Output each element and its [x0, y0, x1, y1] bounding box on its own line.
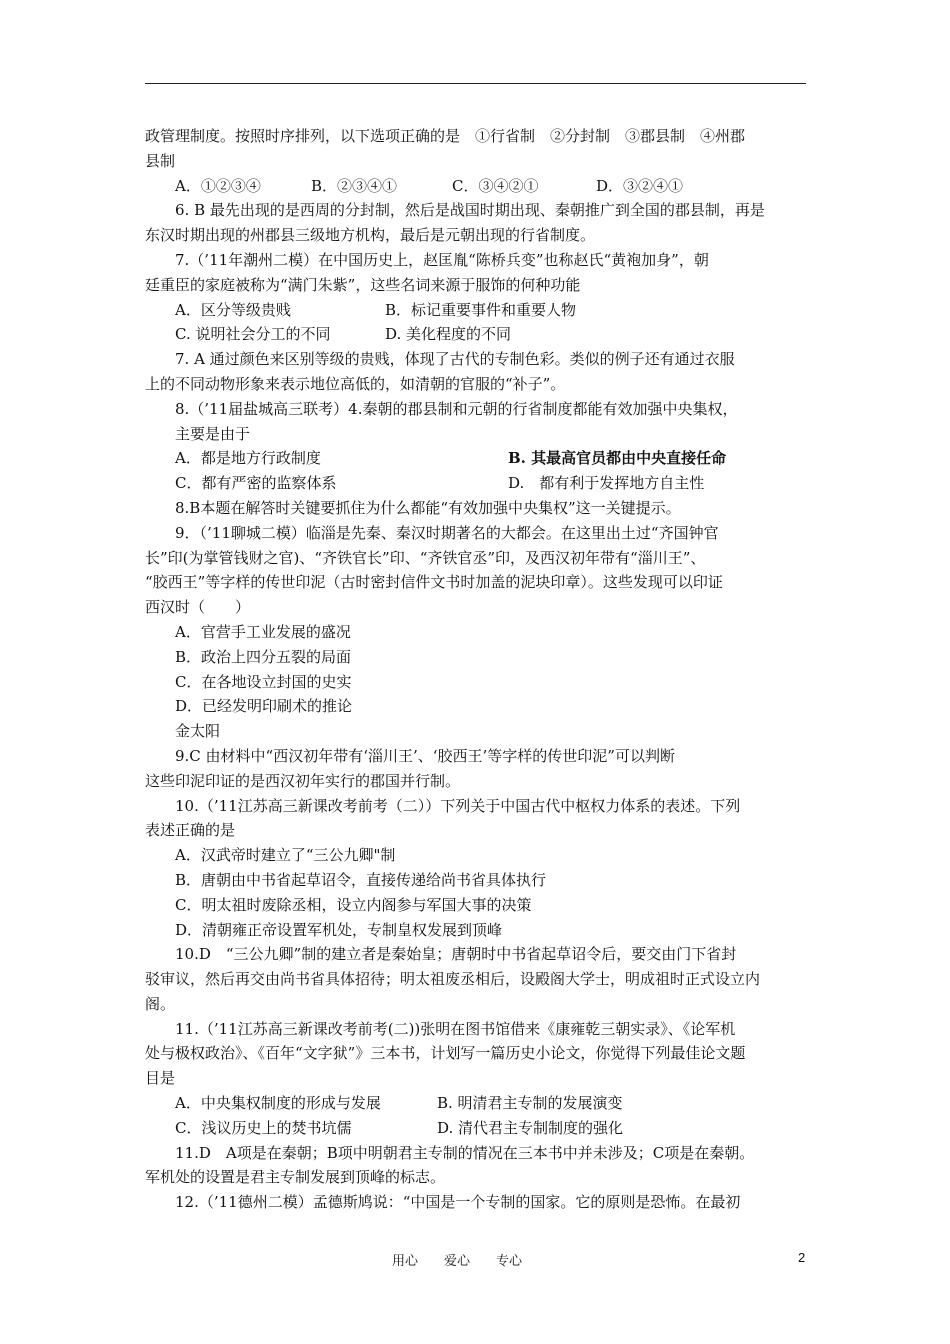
watermark-text: 金太阳 [175, 722, 221, 741]
text-line: 长”印(为掌管钱财之官)、“齐铁官长”印、“齐铁官丞”印，及西汉初年带有“淄川王”、 [145, 548, 706, 567]
q5-options [145, 174, 807, 199]
q8-options-row1 [145, 446, 807, 471]
question-line: 8.（’11届盐城高三联考）4.秦朝的郡县制和元朝的行省制度都能有效加强中央集权， [175, 399, 738, 418]
text-line: 这些印泥印证的是西汉初年实行的郡国并行制。 [145, 771, 461, 790]
q11-options-row2 [145, 1116, 807, 1141]
answer-line: 10.D “三公九卿”制的建立者是秦始皇；唐朝时中书省起草诏令后，要交由门下省封 [175, 945, 737, 964]
text-line: 处与极权政治》、《百年“文字狱”》三本书，计划写一篇历史小论文，你觉得下列最佳论文题 [145, 1044, 746, 1063]
option-b: B. 其最高官员都由中央直接任命 [508, 449, 727, 468]
text-line: 军机处的设置是君主专制发展到顶峰的标志。 [145, 1168, 446, 1187]
option-line: B．唐朝由中书省起草诏令，直接传递给尚书省具体执行 [175, 870, 547, 889]
page-number: 2 [798, 1250, 806, 1265]
q7-options-row2 [145, 322, 807, 347]
question-line: 7.（’11年潮州二模）在中国历史上，赵匡胤“陈桥兵变”也称赵氏“黄袍加身”，朝 [175, 250, 709, 269]
answer-line: 9.C 由材料中“西汉初年带有‘淄川王’、‘胶西王’等字样的传世印泥”可以判断 [175, 746, 675, 765]
text-line: 政管理制度。按照时序排列，以下选项正确的是 ①行省制 ②分封制 ③郡县制 ④州郡 [145, 127, 746, 145]
text-line: 上的不同动物形象来表示地位高低的，如清朝的官服的“补子”。 [145, 374, 566, 393]
option-line: B．政治上四分五裂的局面 [175, 647, 352, 666]
option-b: B．标记重要事件和重要人物 [385, 300, 577, 319]
answer-line: 8.B本题在解答时关键要抓住为什么都能“有效加强中央集权”这一关键提示。 [175, 498, 681, 517]
text-line: 县制 [145, 151, 176, 170]
page-content [145, 124, 807, 1215]
option-line: D．清朝雍正帝设置军机处，专制皇权发展到顶峰 [175, 920, 503, 939]
option-line: D．已经发明印刷术的推论 [175, 697, 353, 716]
option-c: C．都有严密的监察体系 [175, 474, 337, 493]
text-line: 表述正确的是 [145, 821, 236, 840]
header-rule [145, 83, 806, 84]
option-c: C．③④②① [452, 176, 539, 195]
option-d: D. 美化程度的不同 [385, 325, 512, 344]
text-line: 目是 [145, 1069, 176, 1088]
answer-line: 7. A 通过颜色来区别等级的贵贱，体现了古代的专制色彩。类似的例子还有通过衣服 [175, 350, 735, 369]
text-line: “胶西王”等字样的传世印泥（古时密封信件文书时加盖的泥块印章）。这些发现可以印证 [145, 573, 723, 592]
answer-line: 11.D A项是在秦朝；B项中明朝君主专制的情况在三本书中并未涉及；C项是在秦朝。 [175, 1143, 755, 1162]
option-d: D. 清代君主专制制度的强化 [437, 1118, 624, 1137]
text-line: 西汉时（ ） [145, 598, 251, 617]
answer-line: 6. B 最先出现的是西周的分封制，然后是战国时期出现、秦朝推广到全国的郡县制，再是 [175, 201, 765, 220]
text-line: 驳审议，然后再交由尚书省具体招待；明太祖废丞相后，设殿阁大学士，明成祖时正式设立内 [145, 970, 761, 989]
option-c: C．浅议历史上的焚书坑儒 [175, 1118, 352, 1137]
question-line: 9．（’11聊城二模）临淄是先秦、秦汉时期著名的大都会。在这里出土过“齐国钟官 [175, 523, 719, 542]
option-b: B. 明清君主专制的发展演变 [437, 1094, 623, 1113]
question-line: 12.（’11德州二模）孟德斯鸠说：“中国是一个专制的国家。它的原则是恐怖。在最初 [175, 1193, 741, 1212]
question-line: 10.（’11江苏高三新课改考前考（二））下列关于中国古代中枢权力体系的表述。下列 [175, 796, 741, 815]
q11-options-row1 [145, 1091, 807, 1116]
q8-options-row2 [145, 471, 807, 496]
q7-options-row1 [145, 298, 807, 323]
option-a: A．①②③④ [175, 176, 261, 195]
option-a: A．都是地方行政制度 [175, 449, 321, 468]
option-b: B．②③④① [311, 176, 398, 195]
option-d: D. 都有利于发挥地方自主性 [508, 474, 705, 493]
text-line: 东汉时期出现的州郡县三级地方机构，最后是元朝出现的行省制度。 [145, 226, 596, 245]
option-line: A．汉武帝时建立了“三公九卿"制 [175, 846, 396, 865]
text-line: 阁。 [145, 994, 176, 1013]
question-line: 11.（’11江苏高三新课改考前考(二))张明在图书馆借来《康雍乾三朝实录》、《论军机 [175, 1019, 736, 1038]
text-line: 主要是由于 [175, 424, 251, 443]
option-c: C. 说明社会分工的不同 [175, 325, 331, 344]
footer-motto: 用心 爱心 专心 [392, 1254, 523, 1269]
text-line: 廷重臣的家庭被称为“满门朱紫”，这些名词来源于服饰的何种功能 [145, 275, 581, 294]
option-line: C．明太祖时废除丞相，设立内阁参与军国大事的决策 [175, 895, 532, 914]
option-a: A．中央集权制度的形成与发展 [175, 1094, 381, 1113]
option-a: A．区分等级贵贱 [175, 300, 291, 319]
option-line: C．在各地设立封国的史实 [175, 672, 352, 691]
option-line: A．官营手工业发展的盛况 [175, 622, 351, 641]
option-d: D．③②④① [596, 176, 684, 195]
